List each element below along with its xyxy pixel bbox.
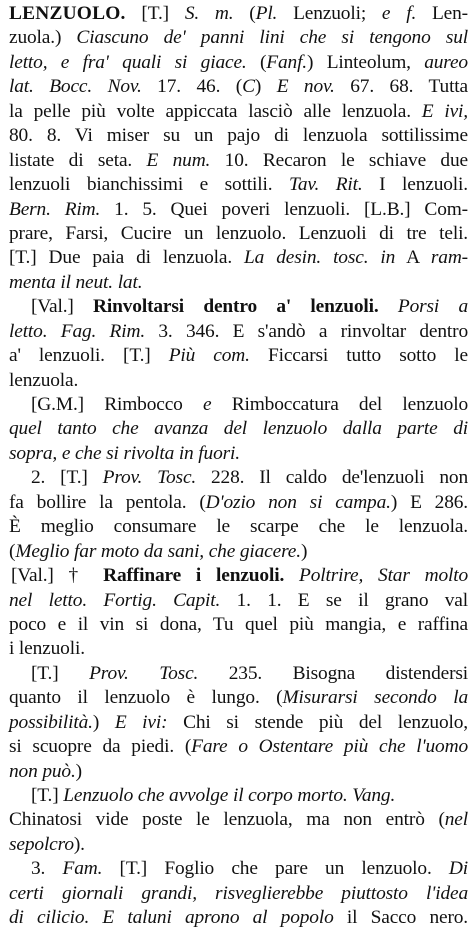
entry-line: [T.] Lenzuolo che avvolge il corpo morto. Vang. (31, 785, 396, 806)
entry-line: di cilicio. E taluni aprono al popolo il Sacco nero. (9, 907, 468, 929)
entry-line: LENZUOLO. [T.] S. m. (Pl. Lenzuoli; e f. Len- (9, 3, 468, 24)
headword: LENZUOLO. (9, 3, 126, 24)
entry-line: lenzuola. (9, 369, 79, 391)
entry-line: non può.) (9, 760, 82, 782)
entry-line: lenzuoli bianchissimi e sottili. Tav. Rit. I lenzuoli. (9, 174, 468, 196)
entry-line: la pelle più volte appiccata lasciò alle lenzuola. E ivi, (9, 100, 468, 122)
entry-line: listate di seta. E num. 10. Recaron le schiave due (9, 149, 468, 171)
entry-line: 3. Fam. [T.] Foglio che pare un lenzuolo. Di (31, 858, 468, 880)
entry-line: possibilità.) E ivi: Chi si stende più del lenzuolo, (9, 711, 468, 733)
entry-line: 80. 8. Vi miser su un pajo di lenzuola sottilissime (9, 125, 468, 147)
entry-line: lat. Bocc. Nov. 17. 46. (C) E nov. 67. 68. Tutta (9, 76, 468, 98)
entry-line: a' lenzuoli. [T.] Più com. Ficcarsi tutto sotto le (9, 345, 468, 367)
entry-line: [T.] Prov. Tosc. 235. Bisogna distendersi (31, 662, 469, 684)
entry-line: [Val.] Rinvoltarsi dentro a' lenzuoli. Porsi a (31, 296, 468, 318)
entry-line: Bern. Rim. 1. 5. Quei poveri lenzuoli. [L.B.] Com- (9, 198, 468, 220)
entry-line: i lenzuoli. (9, 638, 85, 660)
entry-line: (Meglio far moto da sani, che giacere.) (9, 540, 308, 562)
entry-line: nel letto. Fortig. Capit. 1. 1. E se il grano val (9, 589, 468, 611)
entry-line: [T.] Due paia di lenzuola. La desin. tosc. in A ram- (9, 247, 468, 269)
entry-line: sepolcro). (9, 833, 85, 855)
entry-line: [Val.] † Raffinare i lenzuoli. Poltrire, Star molto (11, 565, 469, 587)
entry-line: È meglio consumare le scarpe che le lenzuola. (9, 516, 468, 538)
entry-line: poco e il vin si dona, Tu quel più mangia, e raffina (9, 613, 468, 635)
entry-line: zuola.) Ciascuno de' panni lini che si tengono sul (9, 27, 468, 49)
entry-line: certi giornali grandi, risveglierebbe piuttosto l'idea (9, 882, 468, 904)
entry-line: letto, e fra' quali si giace. (Fanf.) Linteolum, aureo (9, 51, 468, 73)
entry-line: quanto il lenzuolo è lungo. (Misurarsi secondo la (9, 687, 468, 709)
entry-line: fa bollire la pentola. (D'ozio non si campa.) E 286. (9, 491, 468, 513)
entry-line: prare, Farsi, Cucire un lenzuolo. Lenzuoli di tre teli. (9, 222, 468, 244)
entry-line: 2. [T.] Prov. Tosc. 228. Il caldo de'lenzuoli non (31, 467, 468, 489)
entry-line: letto. Fag. Rim. 3. 346. E s'andò a rinvoltar dentro (9, 320, 468, 342)
entry-line: sopra, e che si rivolta in fuori. (9, 442, 240, 464)
entry-line: si scuopre da piedi. (Fare o Ostentare più che l'uomo (9, 736, 468, 758)
entry-line: menta il neut. lat. (9, 271, 143, 293)
entry-line: Chinatosi vide poste le lenzuola, ma non entrò (nel (9, 809, 468, 831)
entry-line: [G.M.] Rimbocco e Rimboccatura del lenzuolo (31, 394, 468, 415)
entry-line: quel tanto che avanza del lenzuolo dalla parte di (9, 418, 468, 440)
